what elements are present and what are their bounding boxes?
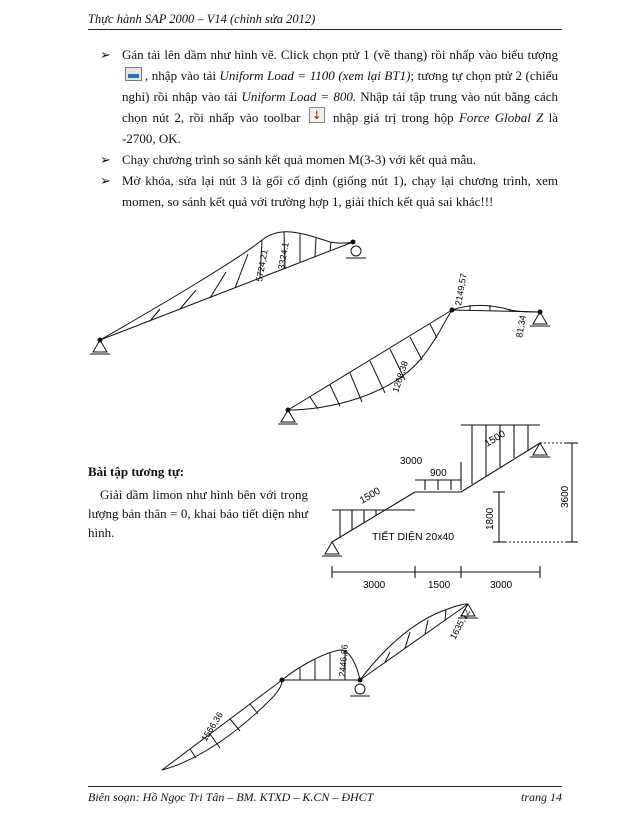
page-number: trang 14 — [520, 790, 562, 804]
moment-label: 3324.1 — [276, 241, 291, 271]
item-text: Gán tải lên dầm như hình vẽ. Click chọn ptử 1 (về thang) rồi nhấp vào biểu tượng — [122, 47, 558, 62]
item-emphasis: Force Global Z — [458, 110, 544, 125]
moment-label: 1566,36 — [199, 710, 225, 744]
item-emphasis: Uniform Load = 800. — [241, 89, 357, 104]
item-text: , nhập vào tải — [145, 68, 220, 83]
exercise-title: Bài tập tương tự: — [88, 464, 185, 479]
moment-label: 1268,38 — [390, 359, 410, 394]
page-footer — [88, 786, 562, 805]
moment-label: 2149,57 — [453, 272, 469, 307]
dimension-label: 3000 — [490, 580, 513, 591]
moment-label: 1635,12 — [447, 607, 473, 641]
moment-label: 5724,21 — [254, 248, 270, 283]
footer-author: Biên soạn: Hồ Ngọc Tri Tân – BM. KTXD – K.CN – ĐHCT — [88, 790, 374, 804]
page-header: Thực hành SAP 2000 – V14 (chỉnh sửa 2012) — [88, 12, 562, 30]
dimension-label: 1800 — [485, 507, 496, 530]
load-label: 1500 — [357, 485, 383, 507]
item-text: nhập giá trị trong hộp — [327, 110, 459, 125]
bullet-arrow-icon: ➢ — [100, 152, 111, 167]
item-text: là -2700, OK. — [122, 110, 558, 146]
item-text: Mở khóa, sửa lại nút 3 là gối cố định (giống nút 1), chạy lại chương trình, xem momen, so sánh kết quả với trường hợp 1, giải thích kết quả sai khác!!! — [122, 173, 558, 209]
moment-label: 2446,86 — [337, 643, 350, 678]
item-emphasis: Uniform Load = 1100 (xem lại BT1) — [219, 68, 411, 83]
load-label: 900 — [430, 468, 447, 479]
dimension-label: 3000 — [363, 580, 386, 591]
bullet-arrow-icon: ➢ — [100, 47, 111, 62]
item-text: Chạy chương trình so sánh kết quả momen M(3-3) với kết quả mẫu. — [122, 152, 477, 167]
item-text: ; tương tự chọn ptử 2 (chiếu nghỉ) rồi nhập vào tải — [122, 68, 558, 104]
dimension-label: 3600 — [560, 485, 571, 508]
load-label: 1500 — [482, 428, 508, 450]
exercise-text: Giải dầm limon như hình bên với trọng lượng bản thân = 0, khai báo tiết diện như hình. — [88, 487, 308, 540]
load-label: 3000 — [400, 456, 423, 467]
bullet-arrow-icon: ➢ — [100, 173, 111, 188]
section-label: TIẾT DIỆN 20x40 — [372, 531, 455, 543]
moment-label: 81,34 — [514, 314, 528, 339]
item-text: Nhập tải tập trung vào nút bằng cách chọn nút 2, rồi nhấp vào toolbar — [122, 89, 559, 125]
dimension-label: 1500 — [428, 580, 451, 591]
